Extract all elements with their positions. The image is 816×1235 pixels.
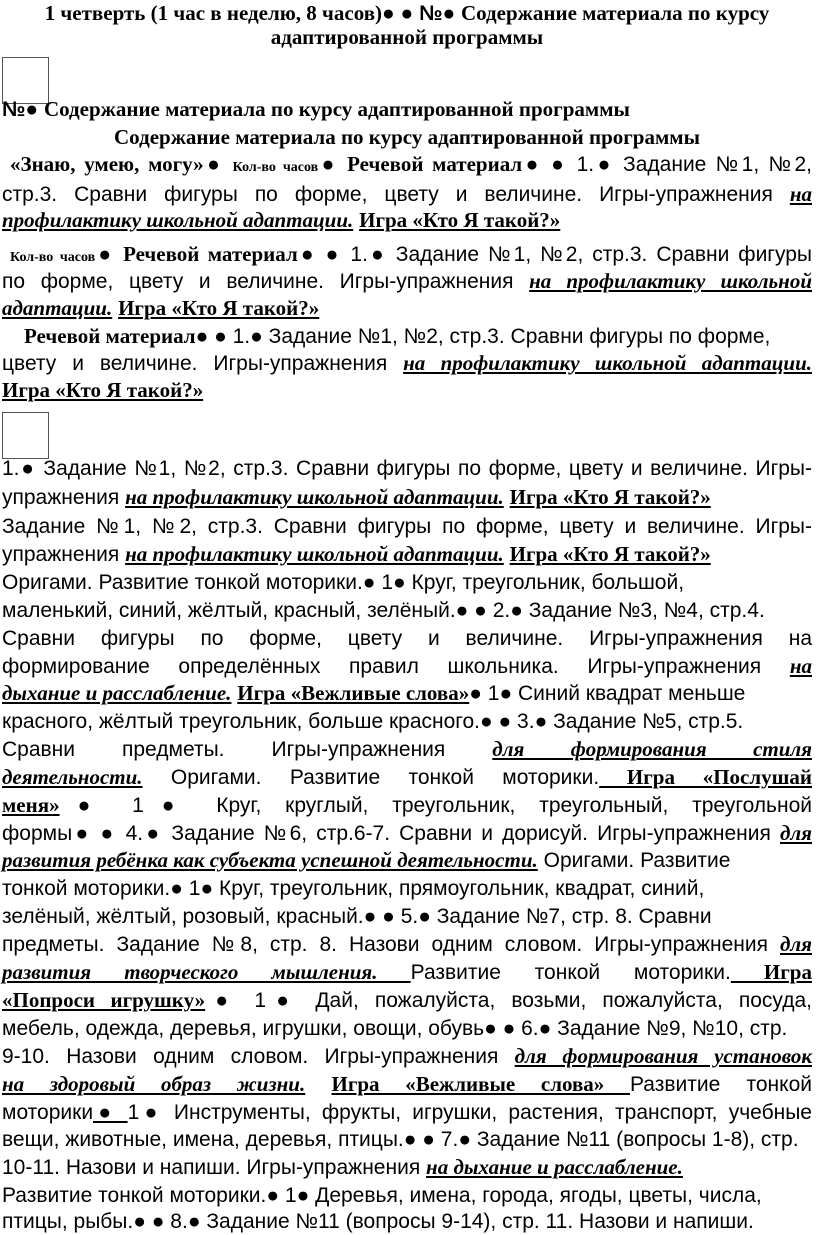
- text-run: 2.: [492, 599, 511, 622]
- text-run: формы: [2, 822, 73, 845]
- text-run: мебель, одежда, деревья, игрушки, овощи, обувь: [2, 1017, 485, 1040]
- text-run: ● ●: [484, 1017, 522, 1040]
- text-run: 6.: [521, 1017, 539, 1040]
- text-run: ●: [170, 877, 189, 900]
- text-run: 7.: [440, 1128, 459, 1151]
- text-run: тонкой моторики.: [2, 877, 171, 900]
- text-run: 1: [254, 989, 267, 1012]
- text-run: 1: [284, 1184, 297, 1207]
- text-run: 10-11. Назови и напиши. Игры-упражнения: [2, 1156, 427, 1179]
- text-run: Сравни фигуры по форме, цвету и величине. Игры-упражнения на: [2, 627, 812, 650]
- text-run: Игра «Кто Я такой?»: [509, 542, 711, 566]
- text-run: ● ●: [297, 243, 351, 266]
- text-line-19: [2, 597, 812, 624]
- text-line-25: [2, 764, 812, 791]
- text-run: ●: [187, 1210, 207, 1233]
- text-run: 1.: [350, 243, 368, 266]
- text-run: на профилактику школьной адаптации.: [403, 351, 813, 375]
- text-run: Игра «Вежливые слова»: [237, 681, 470, 705]
- text-line-41: [2, 1208, 812, 1235]
- text-run: ●: [367, 243, 396, 266]
- text-line-6: [2, 181, 812, 208]
- text-line-10: [2, 295, 812, 322]
- text-run: предметы. Задание №8, стр. 8. Назови одним словом. Игры-упражнения: [2, 933, 780, 956]
- text-run: Круг, треугольник, большой,: [411, 571, 685, 594]
- text-line-29: [2, 875, 812, 902]
- text-run: ●: [266, 989, 316, 1012]
- text-run: Задание №1, №2, стр.3. Сравни фигуры по форме,: [268, 325, 771, 348]
- text-run: меня»: [2, 793, 60, 817]
- text-run: Задание №9, №10, стр.: [557, 1017, 788, 1040]
- text-line-22: [2, 680, 812, 707]
- text-line-35: [2, 1043, 812, 1070]
- text-run: [305, 1073, 331, 1096]
- text-run: Речевой материал: [123, 242, 298, 266]
- text-run: птицы, рыбы.: [2, 1210, 134, 1233]
- text-line-38: [2, 1126, 812, 1153]
- text-run: по форме, цвету и величине. Игры-упражнения: [2, 270, 530, 293]
- text-run: ● ●: [195, 325, 233, 348]
- text-line-39: [2, 1154, 812, 1181]
- text-line-18: [2, 569, 812, 596]
- text-line-11: [2, 323, 812, 350]
- text-line-7: [2, 207, 812, 234]
- text-run: 1 четверть (1 час в неделю, 8 часов): [44, 1, 383, 25]
- text-run: 8.: [170, 1210, 188, 1233]
- text-run: Круг, круглый, треугольник, треугольный, треугольной: [216, 794, 812, 817]
- text-run: формирование определённых правил школьника. Игры-упражнения: [2, 655, 790, 678]
- text-run: ●: [203, 153, 233, 176]
- text-run: для: [779, 821, 812, 845]
- text-line-34: [2, 1015, 812, 1042]
- text-run: Инструменты, фрукты, игрушки, растения, транспорт, учебные: [173, 1101, 812, 1124]
- text-run: Задание №11 (вопросы 9-14), стр. 11. Назови и напиши.: [206, 1210, 754, 1233]
- text-run: маленький, синий, жёлтый, красный, зелёный.: [2, 599, 456, 622]
- text-run: 1: [381, 571, 394, 594]
- text-run: Задание №6, стр.6-7. Сравни и дорисуй. Игры-упражнения: [171, 822, 780, 845]
- text-run: 1.: [232, 325, 251, 348]
- text-run: Оригами. Развитие тонкой моторики.: [2, 571, 363, 594]
- text-line-30: [2, 903, 812, 930]
- text-run: Игра «Кто Я такой?»: [118, 296, 320, 320]
- text-line-14: [2, 455, 812, 482]
- text-run: 1.: [2, 457, 20, 480]
- text-run: для формирования установок: [514, 1044, 812, 1068]
- text-run: ● ●: [363, 905, 401, 928]
- text-run: ● ●: [522, 153, 577, 176]
- text-run: ●: [418, 905, 437, 928]
- text-run: ●: [59, 794, 133, 817]
- text-run: «Попроси игрушку»: [2, 988, 206, 1012]
- text-run: вещи, животные, имена, деревья, птицы.: [2, 1128, 404, 1151]
- text-run: 1: [188, 877, 201, 900]
- text-line-15: [2, 484, 812, 511]
- text-run: «Знаю, умею, могу»: [10, 152, 204, 176]
- text-line-24: [2, 736, 812, 763]
- text-run: ●: [200, 877, 219, 900]
- text-line-2: [2, 24, 812, 51]
- text-run: Развитие тонкой моторики.: [2, 1184, 267, 1207]
- text-run: ●: [93, 1101, 128, 1124]
- text-line-36: [2, 1071, 812, 1098]
- text-run: на профилактику школьной адаптации.: [125, 542, 504, 566]
- text-run: ●: [534, 710, 554, 733]
- text-line-28: [2, 847, 812, 874]
- text-line-37: [2, 1099, 812, 1126]
- text-run: Оригами. Развитие тонкой моторики.: [142, 766, 600, 789]
- text-run: Речевой материал: [24, 324, 196, 348]
- text-run: дыхание и расслабление.: [2, 681, 232, 705]
- text-run: Задание №1, №2, стр.3. Сравни фигуры по форме, цвету и величине. Игры-: [2, 515, 812, 538]
- text-run: Речевой материал: [347, 152, 523, 176]
- text-run: на профилактику школьной: [529, 269, 812, 293]
- text-run: упражнения: [2, 543, 126, 566]
- text-run: ●: [510, 599, 529, 622]
- text-run: ●: [95, 243, 124, 266]
- text-line-5: [2, 151, 812, 181]
- text-run: ●: [205, 989, 255, 1012]
- text-run: Игра «Кто Я такой?»: [509, 485, 711, 509]
- text-run: 5.: [400, 905, 419, 928]
- text-run: 1: [487, 682, 500, 705]
- text-run: ●: [143, 794, 217, 817]
- text-run: зелёный, жёлтый, розовый, красный.: [2, 905, 364, 928]
- text-line-16: [2, 513, 812, 540]
- text-run: развития ребёнка как субъекта успешной деятельности.: [2, 848, 538, 872]
- text-run: на профилактику школьной адаптации.: [125, 485, 504, 509]
- text-run: ●: [266, 1184, 285, 1207]
- text-run: №●: [2, 98, 44, 121]
- text-run: Оригами. Развитие: [537, 849, 731, 872]
- text-run: упражнения: [2, 486, 126, 509]
- text-run: ●: [499, 682, 518, 705]
- text-line-17: [2, 541, 812, 568]
- text-run: Содержание материала по курсу: [461, 1, 770, 25]
- text-run: ● ●: [72, 822, 126, 845]
- text-run: Игра «Кто Я такой?»: [359, 208, 561, 232]
- text-run: Сравни предметы. Игры-упражнения: [2, 738, 493, 761]
- text-run: ●: [318, 153, 348, 176]
- text-line-1: [2, 0, 812, 27]
- text-run: Кол-во часов: [10, 250, 96, 265]
- text-line-33: [2, 987, 812, 1014]
- text-line-23: [2, 708, 812, 735]
- text-run: Круг, треугольник, прямоугольник, квадрат, синий,: [218, 877, 705, 900]
- text-run: на здоровый образ жизни.: [2, 1072, 306, 1096]
- text-run: цвету и величине. Игры-упражнения: [2, 352, 404, 375]
- text-run: ●: [19, 457, 44, 480]
- text-run: адаптации.: [2, 296, 113, 320]
- text-run: Деревья, имена, города, ягоды, цветы, числа,: [315, 1184, 762, 1207]
- text-run: 1: [127, 1101, 140, 1124]
- text-run: Задание №1, №2, стр.3. Сравни фигуры по форме, цвету и величине. Игры-: [43, 457, 812, 480]
- text-run: Кол-во часов: [232, 160, 319, 175]
- text-run: на: [789, 182, 812, 206]
- text-run: Дай, пожалуйста, возьми, пожалуйста, посуда,: [315, 989, 812, 1012]
- text-run: 3.: [517, 710, 535, 733]
- text-run: 9-10. Назови одним словом. Игры-упражнения: [2, 1045, 515, 1068]
- text-run: ●: [250, 325, 269, 348]
- text-run: деятельности.: [2, 765, 143, 789]
- text-run: 4.: [125, 822, 144, 845]
- text-line-32: [2, 959, 812, 986]
- text-run: ● ●: [455, 599, 493, 622]
- text-line-31: [2, 931, 812, 958]
- text-run: Синий квадрат меньше: [518, 682, 746, 705]
- text-line-12: [2, 350, 812, 377]
- text-run: адаптированной программы: [270, 25, 544, 49]
- text-run: 1: [132, 794, 144, 817]
- text-run: Задание №1, №2, стр.3. Сравни фигуры: [395, 243, 813, 266]
- empty-table-cell-2: [2, 412, 49, 459]
- text-run: ●: [469, 682, 488, 705]
- text-run: стр.3. Сравни фигуры по форме, цвету и величине. Игры-упражнения: [2, 183, 790, 206]
- text-line-40: [2, 1182, 812, 1209]
- text-run: развития творческого мышления.: [2, 960, 411, 984]
- text-line-21: [2, 653, 812, 680]
- text-line-4: [2, 124, 812, 151]
- text-run: Содержание материала по курсу адаптированной программы: [114, 125, 700, 149]
- text-run: Игра «Кто Я такой?»: [2, 378, 204, 402]
- text-run: ● ●: [133, 1210, 171, 1233]
- text-run: на дыхание и расслабление.: [426, 1155, 683, 1179]
- text-line-3: [2, 96, 812, 123]
- text-run: ●: [139, 1101, 174, 1124]
- text-run: Развитие тонкой моторики.: [410, 961, 731, 984]
- text-run: ●: [393, 571, 412, 594]
- text-run: ●: [458, 1128, 477, 1151]
- text-run: на: [789, 654, 812, 678]
- text-run: ●: [296, 1184, 316, 1207]
- text-run: Задание №5, стр.5.: [553, 710, 744, 733]
- text-run: Игра «Послушай: [599, 765, 812, 789]
- text-run: Задание №1, №2,: [623, 153, 812, 176]
- text-run: ●: [594, 153, 624, 176]
- text-line-8: [2, 241, 812, 271]
- text-run: красного, жёлтый треугольник, больше красного.: [2, 710, 480, 733]
- text-run: ● ● №●: [382, 2, 461, 25]
- text-run: Игра: [730, 960, 812, 984]
- text-run: Развитие тонкой: [629, 1073, 812, 1096]
- text-run: 1.: [576, 153, 595, 176]
- text-run: Задание №3, №4, стр.4.: [528, 599, 765, 622]
- text-run: для: [779, 932, 812, 956]
- text-line-26: [2, 792, 812, 819]
- text-run: ● ●: [403, 1128, 441, 1151]
- text-run: моторики: [2, 1101, 94, 1124]
- text-run: ● ●: [480, 710, 518, 733]
- text-line-20: [2, 625, 812, 652]
- text-line-9: [2, 268, 812, 295]
- text-run: ●: [538, 1017, 558, 1040]
- text-run: для формирования стиля: [492, 737, 813, 761]
- text-run: профилактику школьной адаптации.: [2, 208, 354, 232]
- text-run: ●: [362, 571, 382, 594]
- text-line-13: [2, 377, 812, 404]
- text-run: ●: [143, 822, 172, 845]
- text-run: Задание №7, стр. 8. Сравни: [436, 905, 712, 928]
- text-line-27: [2, 820, 812, 847]
- text-run: Задание №11 (вопросы 1-8), стр.: [476, 1128, 799, 1151]
- text-run: Содержание материала по курсу адаптированной программы: [43, 97, 630, 121]
- text-run: Игра «Вежливые слова»: [331, 1072, 630, 1096]
